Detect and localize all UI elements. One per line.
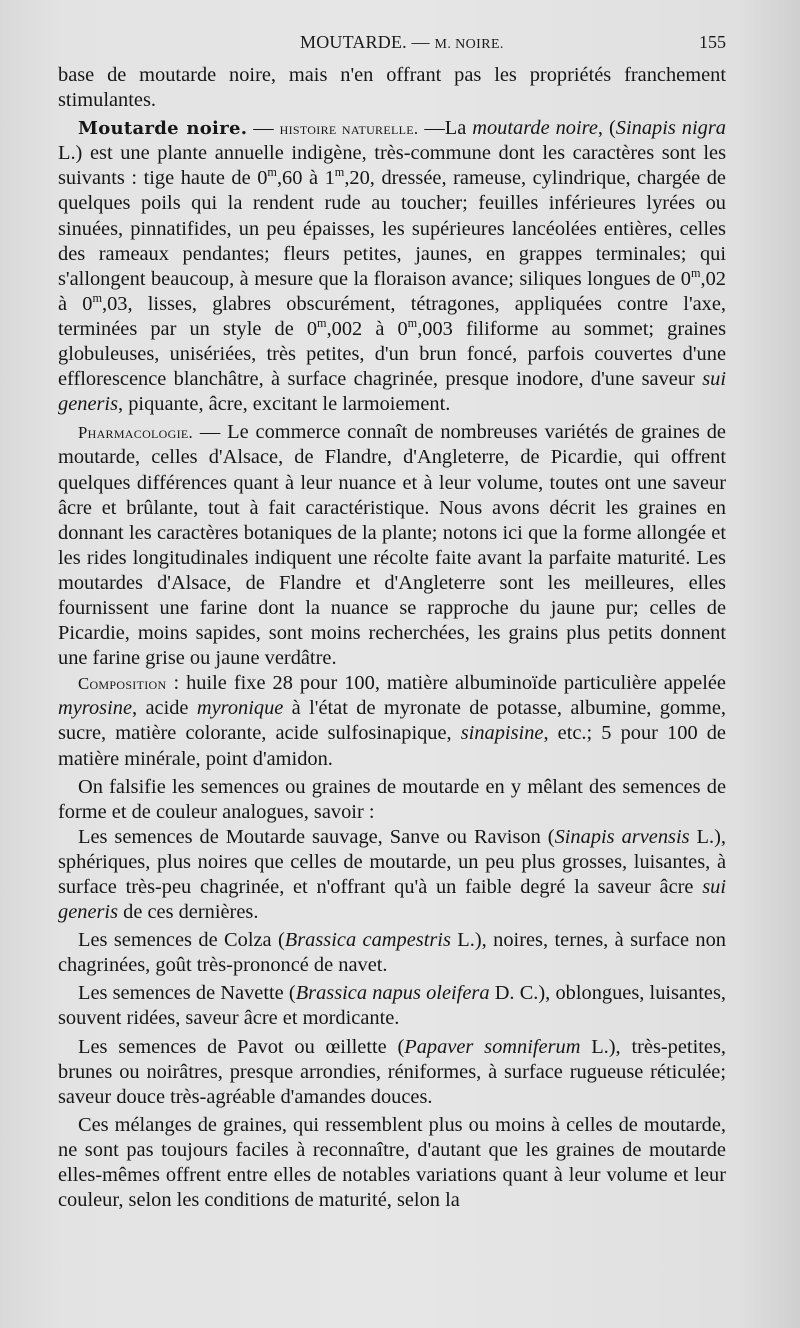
italic-run: moutarde noire bbox=[472, 117, 598, 140]
text-run: Les semences de Navette ( bbox=[78, 982, 296, 1005]
running-subtitle: M. NOIRE. bbox=[434, 37, 504, 52]
text-run: ,60 à 1 bbox=[276, 167, 335, 190]
italic-run: sui generis bbox=[58, 876, 726, 924]
page-body bbox=[58, 63, 726, 1213]
superscript: m bbox=[690, 265, 701, 280]
subsection-label-composition: Composition bbox=[78, 674, 167, 694]
text-run: Les semences de Moutarde sauvage, Sanve ou Ravison ( bbox=[78, 825, 555, 848]
superscript: m bbox=[267, 165, 277, 180]
text-run: , acide bbox=[132, 697, 197, 720]
text-run: D. C.), oblongues, luisantes, souvent ridées, saveur âcre et mordicante. bbox=[58, 982, 726, 1030]
text-run: Les semences de Colza ( bbox=[78, 929, 285, 952]
text-run: ,002 à 0 bbox=[326, 317, 408, 340]
subsection-label-histoire: histoire naturelle. bbox=[279, 119, 419, 139]
text-run: ,03, lisses, glabres obscurément, tétragones, appliquées contre l'axe, terminées par un style de 0 bbox=[58, 292, 727, 340]
text-run: , ( bbox=[597, 117, 616, 140]
paragraph-falsification: On falsifie les semences ou graines de moutarde en y mêlant des semences de forme et de couleur analogues, savoir : bbox=[58, 775, 726, 823]
paragraph-melanges: Ces mélanges de graines, qui ressemblent plus ou moins à celles de moutarde, ne sont pas toujours faciles à reconnaître, d'autant que les graines de moutarde elles-mêmes offrent entre elles de notables variations quant à leur volume et leur couleur, selon les conditions de maturité, selon la bbox=[58, 1113, 726, 1212]
text-run: : huile fixe 28 pour 100, matière albuminoïde particulière appelée bbox=[166, 672, 726, 695]
italic-run: Sinapis arvensis bbox=[554, 825, 690, 848]
text-run: L.), sphériques, plus noires que celles de moutarde, un peu plus grosses, luisantes, à surface très-peu chagrinée, et n'offrant qu'à un faible degré la saveur âcre bbox=[58, 825, 726, 898]
superscript: m bbox=[334, 165, 345, 180]
paragraph-pavot bbox=[58, 1035, 726, 1110]
text-run: L.) est une plante annuelle indigène, très-commune dont les caractères sont les suivants : tige haute de 0 bbox=[58, 142, 726, 190]
paragraph-pharmacologie bbox=[58, 420, 726, 671]
running-title bbox=[300, 32, 504, 53]
text-run: Les semences de Pavot ou œillette ( bbox=[78, 1035, 405, 1058]
text-run: L.), noires, ternes, à surface non chagrinées, goût très-prononcé de navet. bbox=[58, 929, 726, 977]
paragraph-colza bbox=[58, 928, 726, 978]
text-run: — Le commerce connaît de nombreuses variétés de graines de moutarde, celles d'Alsace, de Flandre, d'Angleterre, de Picardie, qui offrent quelques différences quant à leur nuance et à leur volume, toutes ont une saveur âcre et brûlante, tout à fait caractéristique. Nous avons décrit les graines en donnant les caractères botaniques de la plante; notons ici que la forme allongée et les rides longitudinales indiquent une récolte faite avant la parfaite maturité. Les moutardes d'Alsace, de Flandre et d'Angleterre sont les meilleures, elles fournissent une farine dont la nuance se rapproche du jaune pur; celles de Picardie, moins sapides, sont moins recherchées, les grains plus petits donnent une farine grise ou jaune verdâtre. bbox=[58, 421, 726, 670]
italic-run: sinapisine bbox=[460, 722, 544, 745]
superscript: m bbox=[407, 316, 418, 331]
italic-run: Brassica campestris bbox=[284, 929, 451, 952]
superscript: m bbox=[92, 291, 102, 306]
paragraph-moutarde-noire bbox=[58, 116, 726, 417]
subsection-label-pharmacologie: Pharmacologie. bbox=[78, 423, 194, 443]
section-heading: Moutarde noire. bbox=[78, 118, 248, 140]
italic-run: Brassica napus oleifera bbox=[295, 982, 490, 1005]
paragraph-continuation: base de moutarde noire, mais n'en offrant pas les propriétés franchement stimulantes. bbox=[58, 64, 726, 112]
italic-run: sui generis bbox=[58, 368, 726, 416]
text-run: — bbox=[247, 117, 280, 140]
italic-run: myrosine bbox=[58, 697, 132, 720]
superscript: m bbox=[317, 316, 327, 331]
running-header bbox=[58, 32, 726, 58]
text-run: ,003 filiforme au sommet; graines globuleuses, unisériées, très petites, d'un brun foncé, parfois couvertes d'une efflorescence blanchâtre, à surface chagrinée, presque inodore, d'une saveur bbox=[58, 317, 727, 391]
text-run: L.), très-petites, brunes ou noirâtres, presque arrondies, réniformes, à surface rugueuse réticulée; saveur douce très-agréable d'amandes douces. bbox=[58, 1035, 726, 1108]
paragraph-sanve bbox=[58, 825, 726, 925]
paragraph-navette bbox=[58, 981, 726, 1031]
text-run: ,02 à 0 bbox=[58, 267, 726, 315]
text-run: , etc.; 5 pour 100 de matière minérale, point d'amidon. bbox=[58, 722, 726, 770]
text-run: , piquante, âcre, excitant le larmoiement. bbox=[118, 393, 451, 416]
text-run: de ces dernières. bbox=[118, 901, 259, 924]
italic-run: Sinapis nigra bbox=[615, 117, 726, 140]
paragraph-composition bbox=[58, 671, 726, 771]
text-run: ,20, dressée, rameuse, cylindrique, chargée de quelques poils qui la rendent rude au toucher; feuilles inférieures lyrées ou sinuées, pinnatifides, un peu épaisses, les supérieures lancéolées entières, celles des rameaux pendantes; fleurs petites, jaunes, en grappes terminales; qui s'allongent beaucoup, à mesure que la floraison avance; siliques longues de 0 bbox=[58, 167, 726, 290]
page-number: 155 bbox=[699, 32, 726, 52]
text-run: —La bbox=[418, 117, 473, 140]
running-title-main: MOUTARDE. — bbox=[300, 32, 430, 52]
italic-run: Papaver somniferum bbox=[404, 1035, 581, 1058]
text-run: à l'état de myronate de potasse, albumine, gomme, sucre, matière colorante, acide sulfosinapique, bbox=[58, 697, 726, 745]
italic-run: myronique bbox=[196, 697, 284, 720]
